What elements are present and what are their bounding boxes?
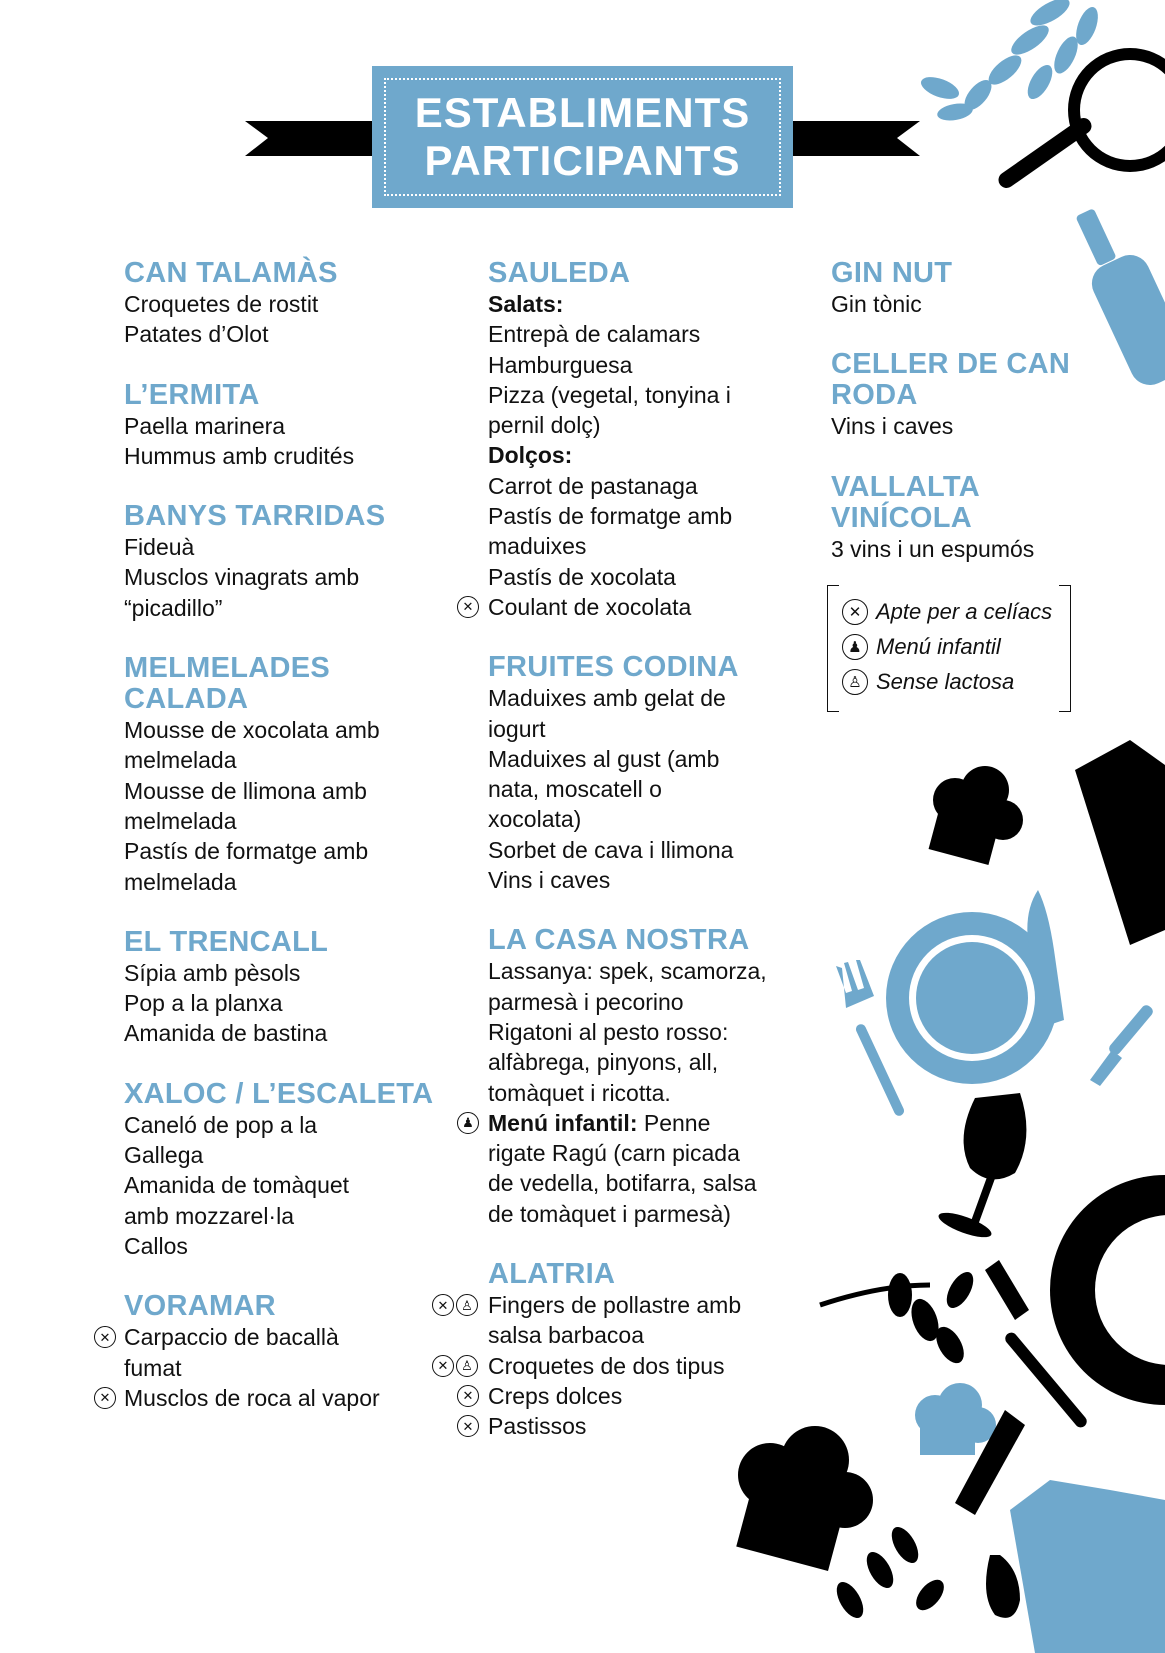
child-icon: ♟ <box>457 1112 479 1134</box>
establishment-name: VALLALTA <box>831 470 980 503</box>
fork-right-icon <box>1090 1003 1155 1086</box>
title-line-2: PARTICIPANTS <box>424 137 741 184</box>
establishment-name: MELMELADES <box>124 652 330 685</box>
menu-item: ✕ ♙ Croquetes de dos tipus <box>488 1351 828 1381</box>
icon-legend <box>827 585 1071 712</box>
menu-item: Pop a la planxa <box>124 990 283 1017</box>
menu-item: Gallega <box>124 1142 204 1169</box>
establishment-name: L’ERMITA <box>124 378 260 411</box>
menu-item: nata, moscatell o <box>488 776 662 803</box>
menu-item: Vins i caves <box>831 413 954 440</box>
menu-item: Paella marinera <box>124 412 286 439</box>
menu-item: de vedella, botifarra, salsa <box>488 1170 757 1197</box>
establishment-name: XALOC / L’ESCALETA <box>124 1077 434 1110</box>
establishment-gin-nut <box>831 258 1071 319</box>
establishment-vallalta-vinicola <box>831 472 1071 564</box>
menu-item: Caneló de pop a la <box>124 1111 318 1138</box>
menu-item: rigate Ragú (carn picada <box>488 1140 740 1167</box>
menu-item: Entrepà de calamars <box>488 321 701 348</box>
establishment-fruites-codina <box>488 652 828 895</box>
legend-row-lactose <box>842 669 1014 695</box>
wheat-crossed-icon: ✕ <box>457 1415 479 1437</box>
establishment-name: CAN TALAMÀS <box>124 257 338 289</box>
establishment-name: EL TRENCALL <box>124 925 329 958</box>
menu-item: Fideuà <box>124 534 195 561</box>
menu-item: pernil dolç) <box>488 412 601 439</box>
establishment-lermita <box>124 380 444 472</box>
wheat-crossed-icon: ✕ <box>432 1294 454 1316</box>
establishment-name: CALADA <box>124 683 249 716</box>
establishment-name: RODA <box>831 379 918 412</box>
establishment-alatria <box>437 1258 828 1441</box>
frying-pan-icon <box>995 48 1165 215</box>
establishment-can-talamas <box>124 258 444 350</box>
menu-item: Hummus amb crudités <box>124 442 355 469</box>
column-1 <box>99 257 444 1443</box>
menu-item: de tomàquet i parmesà) <box>488 1200 731 1227</box>
establishment-xaloc <box>124 1079 444 1261</box>
milk-bottle-icon: ♙ <box>842 669 868 695</box>
menu-item: ✕ ♙ Fingers de pollastre amb <box>488 1290 828 1320</box>
menu-item: Maduixes amb gelat de <box>488 685 726 712</box>
legend-row-kids <box>842 634 1001 660</box>
menu-item: amb mozzarel·la <box>124 1202 294 1229</box>
menu-item: xocolata) <box>488 806 582 833</box>
menu-item: Mousse de xocolata amb <box>124 717 380 744</box>
establishment-name: FRUITES CODINA <box>488 651 739 684</box>
wheat-crossed-icon: ✕ <box>94 1387 116 1409</box>
menu-item: Pastís de formatge amb <box>488 503 733 530</box>
bottle-icon <box>1075 208 1165 391</box>
legend-label: Menú infantil <box>876 634 1001 659</box>
container-icon <box>1075 740 1165 945</box>
menu-item: Pastís de xocolata <box>488 563 676 590</box>
blue-container-icon <box>1010 1480 1165 1653</box>
chef-hat-icon <box>929 766 1023 865</box>
menu-item: tomàquet i ricotta. <box>488 1079 671 1106</box>
establishment-name: LA CASA NOSTRA <box>488 924 750 957</box>
child-icon: ♟ <box>842 634 868 660</box>
establishment-name: SAULEDA <box>488 257 631 289</box>
menu-item: melmelada <box>124 868 237 895</box>
legend-label: Apte per a celíacs <box>876 599 1053 624</box>
menu-item: ✕ Carpaccio de bacallà <box>124 1322 444 1352</box>
subheading-dolcos: Dolços: <box>488 442 573 469</box>
wheat-crossed-icon: ✕ <box>457 596 479 618</box>
menu-item: Gin tònic <box>831 291 922 317</box>
menu-item: Musclos vinagrats amb <box>124 564 360 591</box>
menu-item: fumat <box>124 1354 182 1381</box>
menu-item: Amanida de bastina <box>124 1020 328 1047</box>
menu-item: Amanida de tomàquet <box>124 1172 350 1199</box>
menu-item: maduixes <box>488 533 587 560</box>
establishment-melmelades-calada <box>124 653 444 897</box>
menu-item-kids: ♟ Menú infantil: Penne <box>488 1108 828 1138</box>
menu-item: ✕ Musclos de roca al vapor <box>124 1383 444 1413</box>
establishment-la-casa-nostra <box>462 924 828 1229</box>
legend-row-celiac <box>842 599 1052 625</box>
menu-item: Vins i caves <box>488 867 611 894</box>
bottom-leaves-icon <box>831 1523 1020 1623</box>
menu-item: Sorbet de cava i llimona <box>488 836 734 863</box>
menu-item: Maduixes al gust (amb <box>488 745 720 772</box>
establishment-name: BANYS TARRIDAS <box>124 500 386 533</box>
column-2 <box>437 257 828 1472</box>
subheading-salats: Salats: <box>488 291 564 317</box>
establishment-sauleda <box>462 257 828 622</box>
menu-item: Mousse de llimona amb <box>124 777 367 804</box>
menu-item: iogurt <box>488 715 546 742</box>
establishment-name: CELLER DE CAN <box>831 348 1071 381</box>
menu-item: Patates d’Olot <box>124 321 269 348</box>
menu-item: salsa barbacoa <box>488 1322 644 1349</box>
establishment-name: VORAMAR <box>124 1290 276 1323</box>
menu-item: ✕ Coulant de xocolata <box>488 592 828 622</box>
menu-item: alfàbrega, pinyons, all, <box>488 1049 719 1076</box>
menu-item: ✕ Pastissos <box>488 1411 828 1441</box>
establishment-el-trencall <box>124 927 444 1049</box>
menu-item: Carrot de pastanaga <box>488 472 698 499</box>
milk-bottle-icon: ♙ <box>456 1294 478 1316</box>
milk-bottle-icon: ♙ <box>456 1355 478 1377</box>
wine-glass-icon <box>936 1093 1026 1242</box>
establishment-name: VINÍCOLA <box>831 501 972 534</box>
establishment-name: GIN NUT <box>831 257 953 289</box>
dark-plate-icon <box>1050 1175 1165 1405</box>
wheat-crossed-icon: ✕ <box>842 599 868 625</box>
menu-item: Sípia amb pèsols <box>124 959 301 986</box>
menu-item: Hamburguesa <box>488 351 633 378</box>
legend-bracket-right <box>1059 585 1071 712</box>
wheat-crossed-icon: ✕ <box>94 1326 116 1348</box>
legend-bracket-left <box>827 585 839 712</box>
menu-item: melmelada <box>124 807 237 834</box>
wheat-crossed-icon: ✕ <box>432 1355 454 1377</box>
establishment-voramar <box>99 1290 444 1413</box>
wheat-crossed-icon: ✕ <box>457 1385 479 1407</box>
title-line-1: ESTABLIMENTS <box>414 89 751 136</box>
legend-label: Sense lactosa <box>876 669 1015 694</box>
menu-item: Rigatoni al pesto rosso: <box>488 1018 729 1045</box>
menu-item: 3 vins i un espumós <box>831 535 1035 562</box>
menu-item: Croquetes de rostit <box>124 291 319 317</box>
chef-hat-blue-icon <box>915 1383 996 1455</box>
menu-item: ✕ Creps dolces <box>488 1381 828 1411</box>
establishment-celler-can-roda <box>831 349 1071 441</box>
establishment-banys-tarridas <box>124 501 444 623</box>
establishment-name: ALATRIA <box>488 1258 616 1291</box>
menu-item: Pastís de formatge amb <box>124 838 369 865</box>
menu-item: parmesà i pecorino <box>488 988 684 1015</box>
menu-item: Callos <box>124 1232 188 1259</box>
wheat-branch-icon <box>820 1268 979 1368</box>
menu-item: Pizza (vegetal, tonyina i <box>488 381 731 408</box>
menu-item: “picadillo” <box>124 594 223 621</box>
menu-item: melmelada <box>124 747 237 774</box>
column-3 <box>831 258 1071 594</box>
menu-item: Lassanya: spek, scamorza, <box>488 958 767 985</box>
